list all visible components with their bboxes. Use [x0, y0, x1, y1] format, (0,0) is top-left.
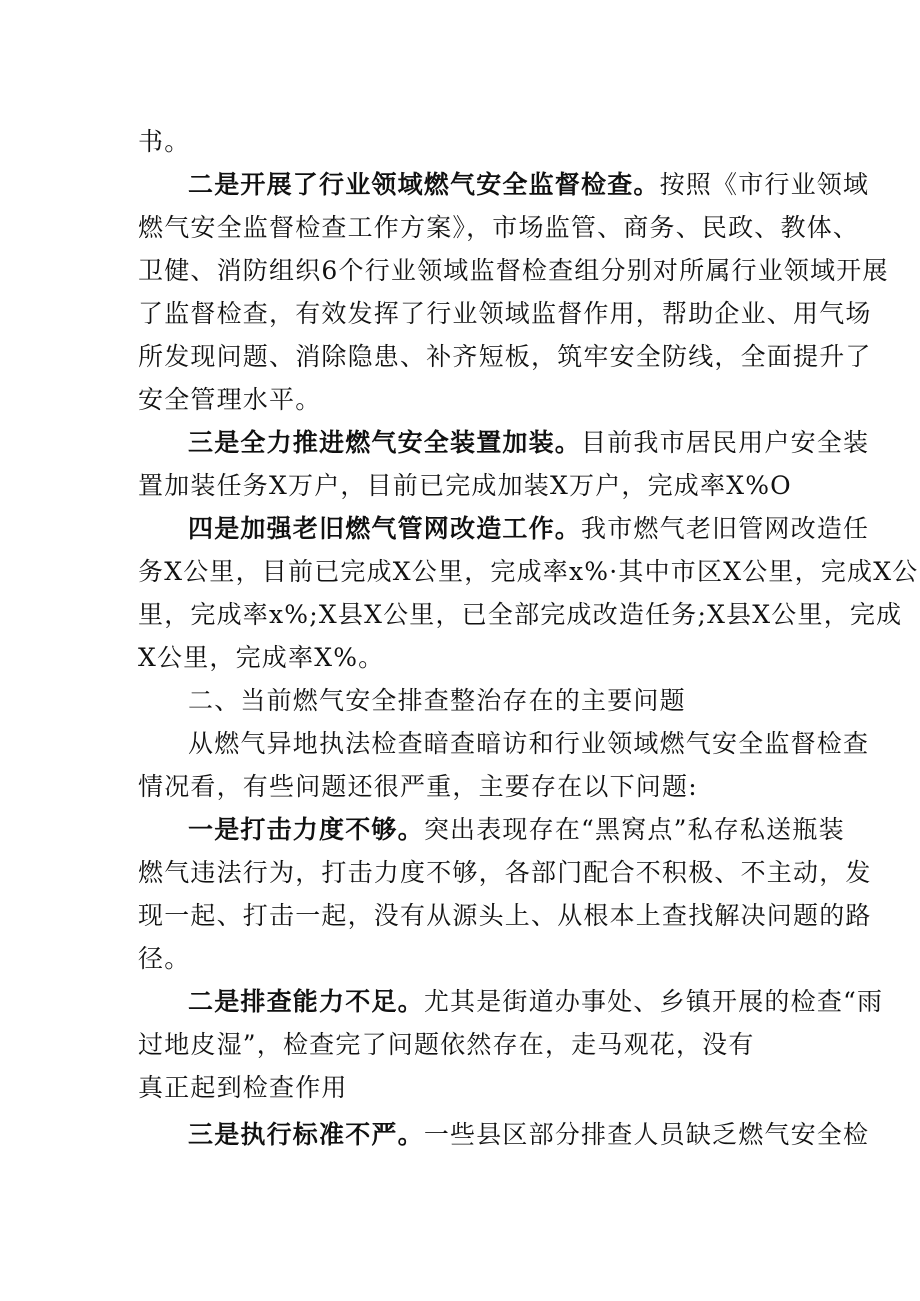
- paragraph-line: 三是执行标准不严。一些县区部分排查人员缺乏燃气安全检: [188, 1120, 870, 1149]
- text-line: 置加装任务X万户，目前已完成加装X万户，完成率X%O: [138, 471, 792, 500]
- text-line: 径。: [138, 944, 191, 973]
- paragraph-heading: 三是全力推进燃气安全装置加装。: [188, 428, 582, 457]
- text-line: 真正起到检查作用: [138, 1073, 348, 1102]
- paragraph-heading: 二是排查能力不足。: [188, 987, 424, 1016]
- text-line: 书。: [138, 127, 191, 156]
- paragraph-heading: 二是开展了行业领域燃气安全监督检查。: [188, 170, 660, 199]
- paragraph-heading: 四是加强老旧燃气管网改造工作。: [188, 514, 582, 543]
- paragraph-line: 二是开展了行业领域燃气安全监督检查。按照《市行业领域: [188, 170, 870, 199]
- text-line: 卫健、消防组织6个行业领域监督检查组分别对所属行业领域开展: [138, 256, 889, 285]
- text-line: 情况看，有些问题还很严重，主要存在以下问题:: [138, 772, 698, 801]
- paragraph-line: 三是全力推进燃气安全装置加装。目前我市居民用户安全装: [188, 428, 870, 457]
- text-line: 安全管理水平。: [138, 385, 322, 414]
- text-line: X公里，完成率X%。: [138, 643, 385, 672]
- paragraph-heading: 三是执行标准不严。: [188, 1120, 424, 1149]
- section-heading: 二、当前燃气安全排查整治存在的主要问题: [188, 686, 686, 715]
- text-line: 现一起、打击一起，没有从源头上、从根本上查找解决问题的路: [138, 901, 872, 930]
- text-line: 了监督检查，有效发挥了行业领域监督作用，帮助企业、用气场: [138, 299, 872, 328]
- text-line: 务X公里，目前已完成X公里，完成率x%·其中市区X公里，完成X公: [138, 557, 919, 586]
- text-line: 里，完成率x%;X县X公里，已全部完成改造任务;X县X公里，完成: [138, 600, 903, 629]
- paragraph-line: 二是排查能力不足。尤其是街道办事处、乡镇开展的检查“雨: [188, 987, 884, 1016]
- paragraph-line: 从燃气异地执法检查暗查暗访和行业领域燃气安全监督检查: [188, 729, 870, 758]
- text-line: 过地皮湿”，检查完了问题依然存在，走马观花，没有: [138, 1030, 755, 1059]
- paragraph-line: 一是打击力度不够。突出表现存在“黑窝点”私存私送瓶装: [188, 815, 845, 844]
- text-line: 燃气安全监督检查工作方案》，市场监管、商务、民政、教体、: [138, 213, 860, 242]
- text-line: 燃气违法行为，打击力度不够，各部门配合不积极、不主动，发: [138, 858, 872, 887]
- text-line: 所发现问题、消除隐患、补齐短板，筑牢安全防线，全面提升了: [138, 342, 872, 371]
- paragraph-heading: 一是打击力度不够。: [188, 815, 424, 844]
- paragraph-line: 四是加强老旧燃气管网改造工作。我市燃气老旧管网改造任: [188, 514, 870, 543]
